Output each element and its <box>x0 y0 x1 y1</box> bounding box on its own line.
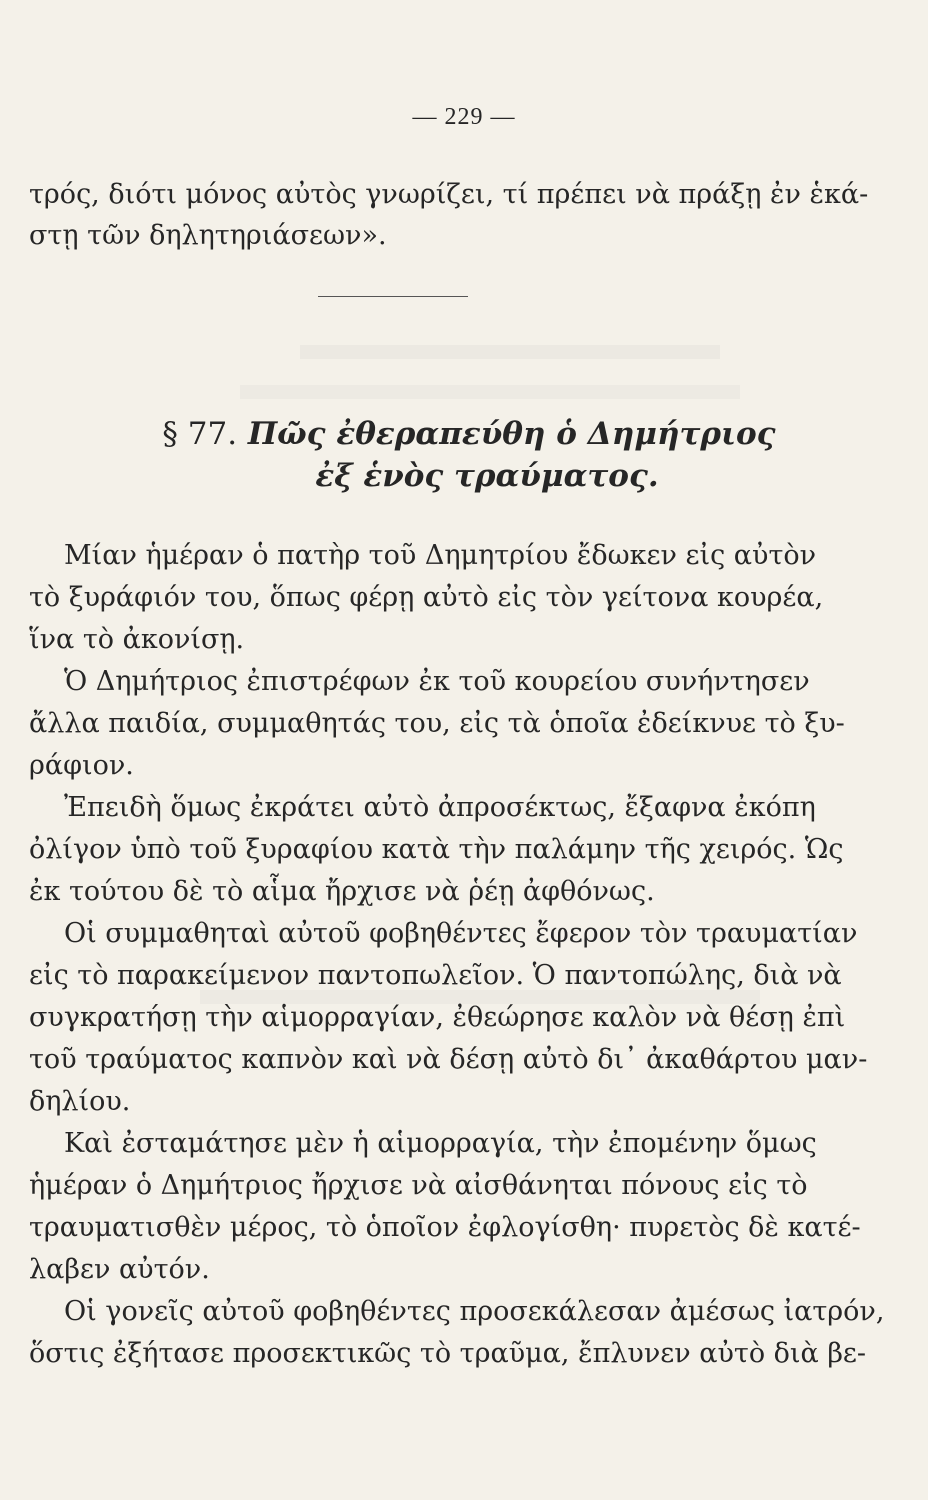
body-line: ὀλίγον ὑπὸ τοῦ ξυραφίου κατὰ τὴν παλάμην τῆς χειρός. Ὡς <box>29 834 844 865</box>
bleed-through <box>300 345 720 359</box>
carryover-line: στῃ τῶν δηλητηριάσεων». <box>29 220 387 251</box>
body-line: τοῦ τραύματος καπνὸν καὶ νὰ δέσῃ αὐτὸ δι᾽ ἀκαθάρτου μαν- <box>29 1044 868 1075</box>
body-line: δηλίου. <box>29 1086 131 1117</box>
section-number: § 77. <box>162 416 238 452</box>
body-line: ἄλλα παιδία, συμμαθητάς του, εἰς τὰ ὁποῖα ἐδείκνυε τὸ ξυ- <box>29 708 845 739</box>
page-number: — 229 — <box>412 104 516 130</box>
section-title-line1: Πῶς ἐθεραπεύθη ὁ Δημήτριος <box>247 416 776 452</box>
body-line: ἵνα τὸ ἀκονίσῃ. <box>29 624 245 655</box>
body-line: ράφιον. <box>29 750 134 781</box>
body-line: τὸ ξυράφιόν του, ὅπως φέρῃ αὐτὸ εἰς τὸν γείτονα κουρέα, <box>29 582 824 613</box>
body-line: Ὁ Δημήτριος ἐπιστρέφων ἐκ τοῦ κουρείου συνήντησεν <box>64 666 810 697</box>
body-line: Οἱ συμμαθηταὶ αὐτοῦ φοβηθέντες ἔφερον τὸν τραυματίαν <box>64 918 858 949</box>
body-line: λαβεν αὐτόν. <box>29 1254 210 1285</box>
body-line: εἰς τὸ παρακείμενον παντοπωλεῖον. Ὁ παντοπώλης, διὰ νὰ <box>29 960 842 991</box>
body-line: ἡμέραν ὁ Δημήτριος ἤρχισε νὰ αἰσθάνηται πόνους εἰς τὸ <box>29 1170 808 1201</box>
body-line: Οἱ γονεῖς αὐτοῦ φοβηθέντες προσεκάλεσαν ἀμέσως ἰατρόν, <box>64 1296 885 1327</box>
bleed-through <box>240 385 740 399</box>
section-title-line2: ἐξ ἑνὸς τραύματος. <box>315 458 659 494</box>
body-line: τραυματισθὲν μέρος, τὸ ὁποῖον ἐφλογίσθη· πυρετὸς δὲ κατέ- <box>29 1212 861 1243</box>
body-line: συγκρατήσῃ τὴν αἱμορραγίαν, ἐθεώρησε καλὸν νὰ θέσῃ ἐπὶ <box>29 1002 846 1033</box>
separator-rule <box>318 296 468 297</box>
body-line: Καὶ ἐσταμάτησε μὲν ἡ αἱμορραγία, τὴν ἐπομένην ὅμως <box>64 1128 817 1159</box>
body-line: Ἐπειδὴ ὅμως ἐκράτει αὐτὸ ἀπροσέκτως, ἔξαφνα ἐκόπη <box>64 792 816 823</box>
body-line: ὅστις ἐξήτασε προσεκτικῶς τὸ τραῦμα, ἔπλυνεν αὐτὸ διὰ βε- <box>29 1338 867 1369</box>
section-title <box>0 416 928 452</box>
carryover-line: τρός, διότι μόνος αὐτὸς γνωρίζει, τί πρέπει νὰ πράξῃ ἐν ἑκά- <box>29 179 869 210</box>
body-line: ἐκ τούτου δὲ τὸ αἷμα ἤρχισε νὰ ῥέῃ ἀφθόνως. <box>29 876 655 907</box>
body-line: Μίαν ἡμέραν ὁ πατὴρ τοῦ Δημητρίου ἔδωκεν εἰς αὐτὸν <box>64 540 817 571</box>
